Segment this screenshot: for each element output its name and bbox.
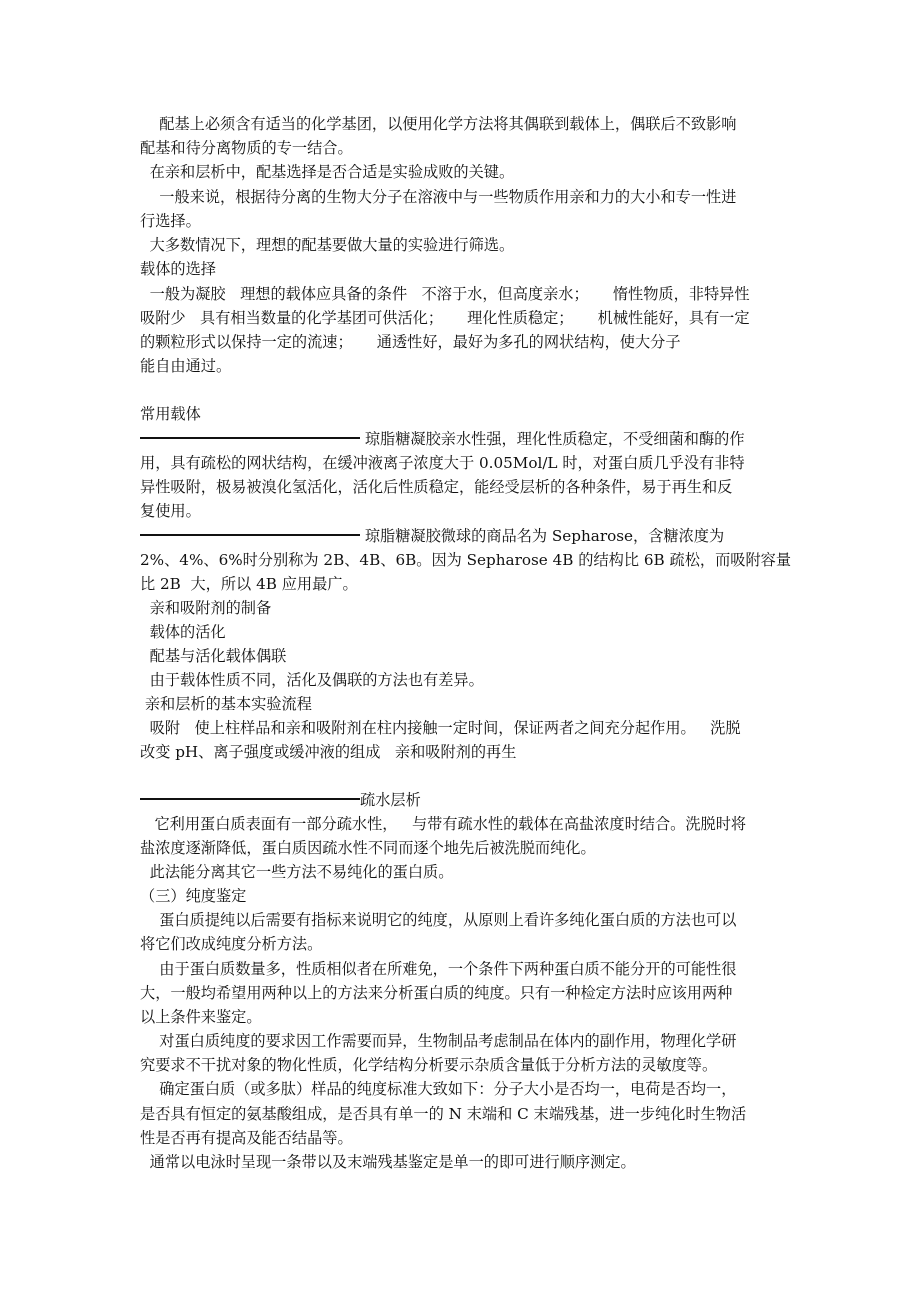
text-line: 琼脂糖凝胶微球的商品名为 Sepharose，含糖浓度为 [360,527,725,545]
text-line: 亲和层析的基本实验流程 [140,695,312,713]
text-line: 以上条件来鉴定。 [140,1008,262,1026]
text-line: 吸附 使上柱样品和亲和吸附剂在柱内接触一定时间，保证两者之间充分起作用。 洗脱 [140,719,741,737]
text-line: 蛋白质提纯以后需要有指标来说明它的纯度，从原则上看许多纯化蛋白质的方法也可以 [140,911,737,929]
section-heading: 载体的选择 [140,260,216,278]
section-heading: （三）纯度鉴定 [140,887,247,905]
text-line: 究要求不干扰对象的物化性质，化学结构分析要示杂质含量低于分析方法的灵敏度等。 [140,1056,718,1074]
text-line: 吸附少 具有相当数量的化学基团可供活化； 理化性质稳定； 机械性能好，具有一定 [140,309,750,327]
text-line: 对蛋白质纯度的要求因工作需要而异，生物制品考虑制品在体内的副作用，物理化学研 [140,1032,737,1050]
text-line: 2%、4%、6%时分别称为 2B、4B、6B。因为 Sepharose 4B 的结构比 6B 疏松，而吸附容量 [140,551,792,569]
blank-rule [140,437,360,439]
text-line: 复使用。 [140,502,201,520]
blank-rule [140,798,360,800]
text-line: 一般为凝胶 理想的载体应具备的条件 不溶于水，但高度亲水； 惰性物质，非特异性 [140,285,750,303]
text-line: 是否具有恒定的氨基酸组成，是否具有单一的 N 末端和 C 末端残基，进一步纯化时生物活 [140,1105,747,1123]
text-line: 由于蛋白质数量多，性质相似者在所难免，一个条件下两种蛋白质不能分开的可能性很 [140,960,737,978]
text-line: 确定蛋白质（或多肽）样品的纯度标准大致如下：分子大小是否均一，电荷是否均一， [140,1080,737,1098]
text-line: 琼脂糖凝胶亲水性强，理化性质稳定，不受细菌和酶的作 [360,430,745,448]
text-line: 的颗粒形式以保持一定的流速； 通透性好，最好为多孔的网状结构，使大分子 [140,333,681,351]
section-heading: 疏水层析 [360,791,421,809]
text-line: 在亲和层析中，配基选择是否合适是实验成败的关键。 [140,163,515,181]
text-line: 亲和吸附剂的制备 [140,599,272,617]
text-line: 配基上必须含有适当的化学基团，以便用化学方法将其偶联到载体上，偶联后不致影响 [140,115,737,133]
text-line: 比 2B 大，所以 4B 应用最广。 [140,575,358,593]
text-line: 异性吸附，极易被溴化氢活化，活化后性质稳定，能经受层析的各种条件，易于再生和反 [140,478,733,496]
blank-rule [140,534,360,536]
text-line: 由于载体性质不同，活化及偶联的方法也有差异。 [140,671,484,689]
text-line: 配基和待分离物质的专一结合。 [140,139,353,157]
text-line: 行选择。 [140,212,201,230]
heading-with-rule [140,789,421,811]
text-line: 改变 pH、离子强度或缓冲液的组成 亲和吸附剂的再生 [140,743,517,761]
section-heading: 常用载体 [140,405,201,423]
text-line: 一般来说，根据待分离的生物大分子在溶液中与一些物质作用亲和力的大小和专一性进 [140,188,737,206]
text-line-with-rule [140,428,745,450]
text-line-with-rule [140,525,724,547]
text-line: 配基与活化载体偶联 [140,647,287,665]
text-line: 此法能分离其它一些方法不易纯化的蛋白质。 [140,863,454,881]
text-line: 将它们改成纯度分析方法。 [140,935,323,953]
text-line: 大，一般均希望用两种以上的方法来分析蛋白质的纯度。只有一种检定方法时应该用两种 [140,984,733,1002]
text-line: 它利用蛋白质表面有一部分疏水性， 与带有疏水性的载体在高盐浓度时结合。洗脱时将 [140,815,747,833]
text-line: 用，具有疏松的网状结构，在缓冲液离子浓度大于 0.05Mol/L 时，对蛋白质几乎没有非特 [140,454,745,472]
text-line: 能自由通过。 [140,357,232,375]
text-line: 性是否再有提高及能否结晶等。 [140,1129,353,1147]
text-line: 载体的活化 [140,623,226,641]
text-line: 通常以电泳时呈现一条带以及末端残基鉴定是单一的即可进行顺序测定。 [140,1153,636,1171]
text-line: 盐浓度逐渐降低，蛋白质因疏水性不同而逐个地先后被洗脱而纯化。 [140,839,596,857]
text-line: 大多数情况下，理想的配基要做大量的实验进行筛选。 [140,236,515,254]
